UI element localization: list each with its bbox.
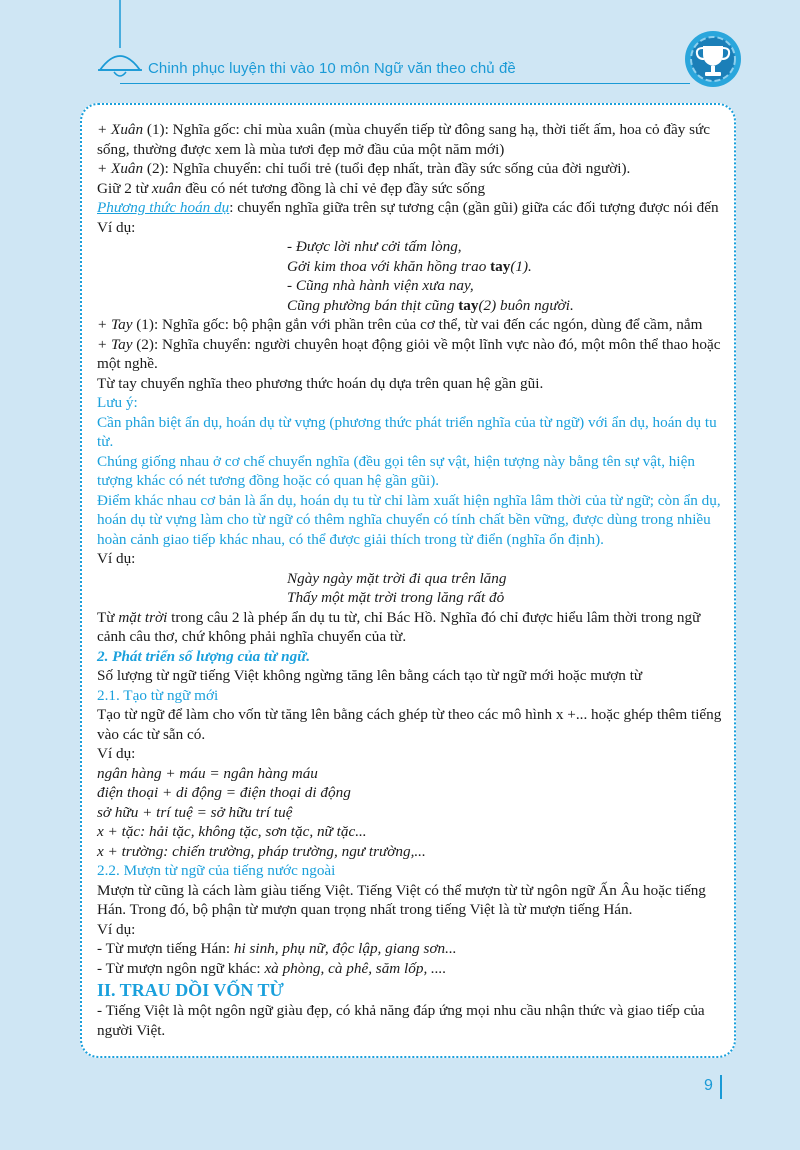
page-number: 9 — [704, 1077, 713, 1094]
example-item: điện thoại + di động = điện thoại di động — [97, 784, 351, 801]
example-label: Ví dụ: — [97, 550, 136, 567]
section-heading: 2. Phát triển số lượng của từ ngữ. — [97, 647, 311, 665]
paragraph — [97, 315, 725, 335]
example-item: sở hữu + trí tuệ = sở hữu trí tuệ — [97, 803, 293, 821]
header-title: Chinh phục luyện thi vào 10 môn Ngữ văn theo chủ đề — [148, 60, 516, 77]
example-label: Ví dụ: — [97, 745, 136, 762]
trophy-icon — [684, 30, 742, 88]
poem-line — [97, 296, 725, 316]
text-span: Cũng phường bán thịt cũng — [287, 296, 459, 314]
term-label: + Tay — [97, 335, 133, 353]
bold-word: tay — [458, 296, 479, 314]
text-span: - Từ mượn tiếng Hán: — [97, 940, 234, 957]
poem-line — [97, 257, 725, 277]
bold-word: tay — [490, 257, 511, 275]
text-span: (1): Nghĩa gốc: bộ phận gắn với phần trên của cơ thể, từ vai đến các ngón, dùng để cầm, nắm — [132, 316, 703, 333]
text-span: : chuyển nghĩa giữa trên sự tương cận (gần gũi) giữa các đối tượng được nói đến — [229, 199, 719, 216]
term-label: + Xuân — [97, 121, 144, 138]
paragraph — [97, 608, 725, 647]
section-heading: II. TRAU DỒI VỐN TỪ — [97, 980, 284, 1000]
italic-term: xà phòng, cà phê, săm lốp, .... — [264, 959, 447, 977]
paragraph — [97, 335, 725, 374]
page-header — [0, 0, 800, 100]
example-item: ngân hàng + máu = ngân hàng máu — [97, 764, 318, 782]
note-label: Lưu ý: — [97, 394, 138, 411]
page-number-divider — [720, 1075, 722, 1099]
subsection-heading: 2.1. Tạo từ ngữ mới — [97, 686, 219, 704]
text-span: - Từ mượn ngôn ngữ khác: — [97, 959, 265, 977]
example-label: Ví dụ: — [97, 920, 136, 938]
text-span: trong câu 2 là phép ẩn dụ tu từ, chỉ Bác Hồ. Nghĩa đó chỉ được hiểu lâm thời trong ngữ cảnh câu thơ, chứ không phải nghĩa chuyển của từ. — [97, 608, 701, 645]
italic-term: hi sinh, phụ nữ, độc lập, giang sơn... — [233, 940, 457, 957]
note-paragraph: Cần phân biệt ẩn dụ, hoán dụ từ vựng (phương thức phát triển nghĩa của từ ngữ) với ẩn dụ, hoán dụ tu từ. — [97, 413, 717, 450]
poem-line: Thấy một mặt trời trong lăng rất đỏ — [287, 589, 505, 606]
paragraph: - Tiếng Việt là một ngôn ngữ giàu đẹp, có khả năng đáp ứng mọi nhu cầu nhận thức và giao tiếp của người Việt. — [97, 1002, 705, 1039]
note-paragraph: Điểm khác nhau cơ bản là ẩn dụ, hoán dụ tu từ chỉ làm xuất hiện nghĩa lâm thời của từ ngữ; còn ẩn dụ, hoán dụ từ vựng làm cho từ ngữ có thêm nghĩa chuyển có tính chất bền vững, được dùng trong nhiều hoàn cảnh giao tiếp khác nhau, có thể được giải thích trong từ điển (nghĩa ổn định). — [97, 491, 721, 548]
poem-line: - Được lời như cởi tấm lòng, — [287, 238, 462, 255]
text-span: (2) buôn người. — [478, 296, 574, 314]
text-span: Giữ 2 từ — [97, 179, 152, 197]
paragraph — [97, 939, 725, 959]
note-paragraph: Chúng giống nhau ở cơ chế chuyển nghĩa (đều gọi tên sự vật, hiện tượng này bằng tên sự vật, hiện tượng khác có nét tương đồng hoặc có quan hệ gần gũi). — [97, 452, 695, 489]
header-divider — [120, 83, 690, 84]
method-term: Phương thức hoán dụ — [97, 199, 230, 216]
text-span: đều có nét tương đồng là chỉ vẻ đẹp đầy sức sống — [181, 179, 486, 197]
lamp-icon — [92, 0, 148, 80]
paragraph — [97, 179, 725, 199]
paragraph: Mượn từ cũng là cách làm giàu tiếng Việt. Tiếng Việt có thể mượn từ từ ngôn ngữ Ấn Âu hoặc tiếng Hán. Trong đó, bộ phận từ mượn quan trọng nhất trong tiếng Việt là từ mượn tiếng Hán. — [97, 881, 706, 918]
text-span: (2): Nghĩa chuyển: người chuyên hoạt động giỏi về một lĩnh vực nào đó, một môn thể thao hoặc một nghề. — [97, 335, 721, 372]
text-span: Từ — [97, 608, 119, 626]
paragraph — [97, 120, 725, 159]
paragraph-text: (2): Nghĩa chuyển: chỉ tuổi trẻ (tuổi đẹp nhất, tràn đầy sức sống của đời người). — [143, 160, 631, 177]
example-label: Ví dụ: — [97, 218, 136, 236]
italic-term: xuân — [151, 179, 182, 197]
subsection-heading: 2.2. Mượn từ ngữ của tiếng nước ngoài — [97, 862, 336, 879]
text-span: (1). — [510, 257, 532, 275]
paragraph: Từ tay chuyển nghĩa theo phương thức hoán dụ dựa trên quan hệ gần gũi. — [97, 374, 544, 392]
text-span: Gởi kim thoa với khăn hồng trao — [287, 257, 491, 275]
italic-term: mặt trời — [118, 608, 168, 626]
term-label: + Xuân — [97, 160, 144, 177]
paragraph: Tạo từ ngữ để làm cho vốn từ tăng lên bằng cách ghép từ theo các mô hình x +... hoặc ghép thêm tiếng vào các từ sẵn có. — [97, 706, 722, 743]
poem-line: - Cũng nhà hành viện xưa nay, — [287, 277, 474, 294]
paragraph — [97, 159, 725, 179]
paragraph — [97, 959, 725, 979]
paragraph — [97, 198, 725, 218]
example-item: x + tặc: hải tặc, không tặc, sơn tặc, nữ tặc... — [97, 823, 367, 840]
poem-line: Ngày ngày mặt trời đi qua trên lăng — [287, 569, 507, 587]
paragraph: Số lượng từ ngữ tiếng Việt không ngừng tăng lên bằng cách tạo từ ngữ mới hoặc mượn từ — [97, 667, 643, 684]
example-item: x + trường: chiến trường, pháp trường, ngư trường,... — [97, 842, 426, 860]
paragraph-text: (1): Nghĩa gốc: chỉ mùa xuân (mùa chuyển tiếp từ đông sang hạ, thời tiết ấm, hoa cỏ đầy sức sống, thường được xem là mùa tươi đẹp mở đầu của một năm mới) — [97, 121, 710, 158]
term-label: + Tay — [97, 316, 133, 333]
page-content — [97, 120, 725, 1040]
